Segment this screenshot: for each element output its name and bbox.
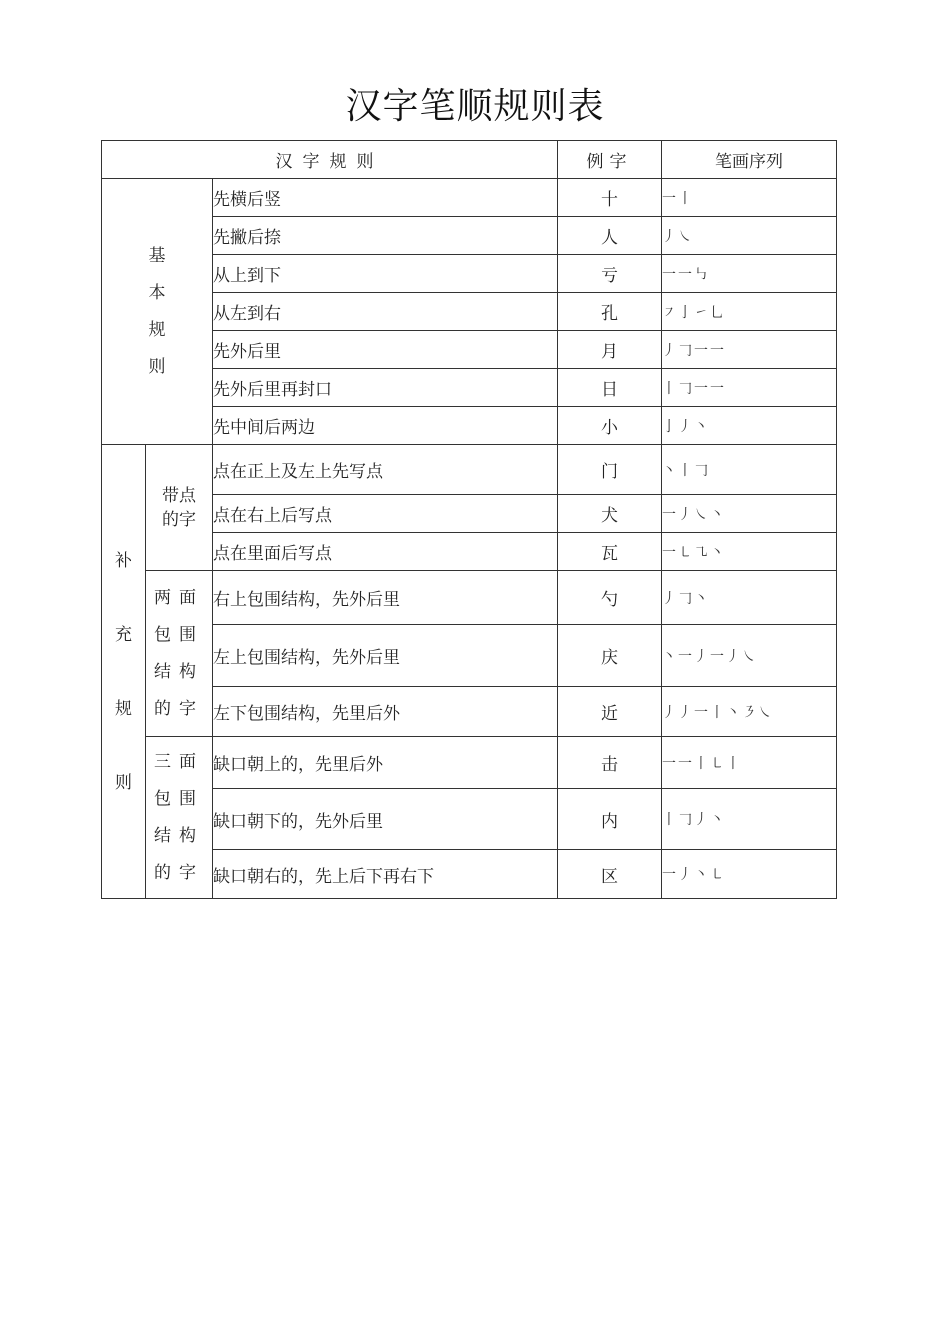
stroke-sequence — [662, 179, 837, 217]
table-row — [102, 533, 837, 571]
header-row — [102, 141, 837, 179]
stroke-sequence — [662, 737, 837, 789]
stroke-sequence — [662, 407, 837, 445]
stroke-sequence — [662, 217, 837, 255]
table-row — [102, 737, 837, 789]
table-row — [102, 495, 837, 533]
example-char: 勺 — [558, 571, 662, 625]
example-char: 小 — [558, 407, 662, 445]
basic-label-char: 规 — [148, 319, 166, 340]
supplement-label-char: 充 — [115, 624, 132, 645]
table-row — [102, 217, 837, 255]
table-row — [102, 407, 837, 445]
stroke-sequence-text: 一一㇉ — [662, 266, 711, 283]
supplement-label-char: 补 — [115, 550, 132, 571]
stroke-sequence — [662, 687, 837, 737]
rule-text: 缺口朝下的，先外后里 — [213, 789, 558, 850]
rule-text: 从上到下 — [213, 255, 558, 293]
rule-text: 左下包围结构，先里后外 — [213, 687, 558, 737]
table-row — [102, 331, 837, 369]
example-char: 内 — [558, 789, 662, 850]
stroke-sequence — [662, 495, 837, 533]
stroke-sequence-text: ㇇亅㇀乚 — [662, 304, 727, 321]
rule-text: 缺口朝上的，先里后外 — [213, 737, 558, 789]
stroke-sequence-text: 一丨 — [662, 190, 695, 207]
example-char: 亏 — [558, 255, 662, 293]
stroke-sequence-text: 一丿丶㇄ — [662, 867, 727, 883]
stroke-sequence — [662, 625, 837, 687]
stroke-sequence-text: 丿𠃌丶 — [662, 590, 711, 607]
table-row — [102, 571, 837, 625]
rule-text: 先横后竖 — [213, 179, 558, 217]
group-label-text: 两面包围结构的字 — [154, 587, 204, 719]
stroke-sequence-text: 亅丿丶 — [662, 418, 711, 435]
stroke-order-table — [101, 140, 837, 899]
rule-text: 先撇后捺 — [213, 217, 558, 255]
stroke-sequence — [662, 293, 837, 331]
stroke-sequence — [662, 445, 837, 495]
stroke-sequence-text: 一一丨㇄丨 — [662, 755, 743, 772]
stroke-sequence-text: 一㇄㇈丶 — [662, 544, 727, 561]
basic-label-char: 基 — [148, 245, 166, 266]
rule-text: 点在右上后写点 — [213, 495, 558, 533]
example-char: 犬 — [558, 495, 662, 533]
rule-text: 左上包围结构，先外后里 — [213, 625, 558, 687]
rule-text: 从左到右 — [213, 293, 558, 331]
stroke-sequence — [662, 850, 837, 899]
stroke-sequence-text: 丶一丿一丿㇏ — [662, 648, 759, 665]
table-row — [102, 625, 837, 687]
table-row — [102, 255, 837, 293]
group-label — [146, 737, 213, 899]
example-char: 人 — [558, 217, 662, 255]
group-label — [146, 445, 213, 571]
stroke-sequence-text: 丿丿一丨丶㇋㇏ — [662, 704, 775, 721]
example-char: 击 — [558, 737, 662, 789]
supplement-label-char: 则 — [115, 772, 132, 793]
table-row — [102, 293, 837, 331]
example-char: 区 — [558, 850, 662, 899]
rule-text: 点在正上及左上先写点 — [213, 445, 558, 495]
stroke-sequence-text: 丨𠃌丿丶 — [662, 812, 727, 828]
example-char: 瓦 — [558, 533, 662, 571]
table-row — [102, 369, 837, 407]
stroke-sequence-text: 丶丨𠃌 — [662, 462, 711, 479]
rule-text: 先外后里再封口 — [213, 369, 558, 407]
page-title: 汉字笔顺规则表 — [345, 86, 605, 127]
header-strokes: 笔画序列 — [662, 141, 837, 179]
basic-label-char: 则 — [148, 356, 166, 377]
example-char: 日 — [558, 369, 662, 407]
group-label-text: 带点的字 — [162, 485, 196, 530]
header-rule: 汉字规则 — [102, 141, 558, 179]
example-char: 孔 — [558, 293, 662, 331]
stroke-sequence — [662, 533, 837, 571]
stroke-sequence — [662, 789, 837, 850]
example-char: 门 — [558, 445, 662, 495]
table-row — [102, 850, 837, 899]
rule-text: 缺口朝右的，先上后下再右下 — [213, 850, 558, 899]
table-row — [102, 789, 837, 850]
stroke-sequence — [662, 571, 837, 625]
table-row — [102, 445, 837, 495]
stroke-sequence — [662, 369, 837, 407]
example-char: 庆 — [558, 625, 662, 687]
stroke-sequence-text: 丿㇏ — [662, 228, 695, 245]
stroke-sequence-text: 丿𠃌一一 — [662, 342, 727, 359]
table-row — [102, 179, 837, 217]
rule-text: 先中间后两边 — [213, 407, 558, 445]
group-label-text: 三面包围结构的字 — [154, 751, 204, 883]
rule-text: 点在里面后写点 — [213, 533, 558, 571]
rule-text: 右上包围结构，先外后里 — [213, 571, 558, 625]
header-example: 例字 — [558, 141, 662, 179]
basic-rules-label — [102, 179, 213, 445]
table-row — [102, 687, 837, 737]
stroke-sequence — [662, 331, 837, 369]
rule-text: 先外后里 — [213, 331, 558, 369]
example-char: 月 — [558, 331, 662, 369]
stroke-sequence-text: 一丿㇏丶 — [662, 506, 727, 523]
stroke-sequence — [662, 255, 837, 293]
supplement-rules-label — [102, 445, 146, 899]
stroke-sequence-text: 丨𠃌一一 — [662, 380, 727, 397]
example-char: 近 — [558, 687, 662, 737]
example-char: 十 — [558, 179, 662, 217]
basic-label-char: 本 — [148, 282, 166, 303]
supplement-label-char: 规 — [115, 698, 132, 719]
group-label — [146, 571, 213, 737]
